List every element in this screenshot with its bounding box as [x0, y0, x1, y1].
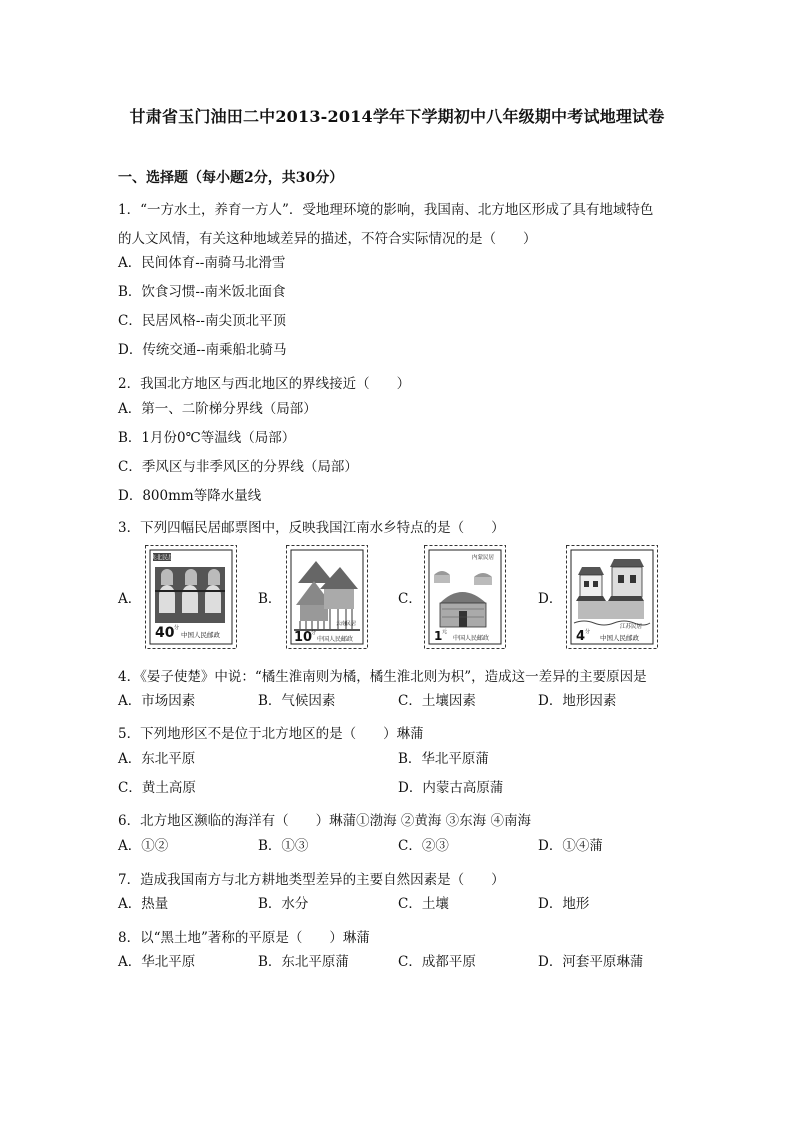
q1-option-d[interactable]: D．传统交通--南乘船北骑马 [118, 342, 287, 358]
q6-stem: 6．北方地区濒临的海洋有（ ）琳蒲①渤海 ②黄海 ③东海 ④南海 [118, 813, 531, 829]
q5-option-a[interactable]: A．东北平原 [118, 751, 196, 767]
q3-label-c[interactable]: C． [398, 591, 422, 607]
q2-option-d[interactable]: D．800mm等降水量线 [118, 488, 262, 504]
q4-option-a[interactable]: A．市场因素 [118, 693, 196, 709]
stamp-c-top-label: 内蒙民居 [472, 555, 495, 561]
stamp-d-country: 中国人民邮政 [600, 634, 639, 642]
q5-stem: 5．下列地形区不是位于北方地区的是（ ）琳蒲 [118, 726, 424, 742]
q2-option-a[interactable]: A．第一、二阶梯分界线（局部） [118, 401, 317, 417]
stamp-a-top-label: 陕北民居 [149, 554, 175, 562]
stamp-c-unit: 元 [442, 629, 448, 635]
q4-option-d[interactable]: D．地形因素 [538, 693, 617, 709]
q6-option-c[interactable]: C．②③ [398, 838, 449, 854]
stamp-c-value: 1 [434, 629, 443, 643]
q2-option-c[interactable]: C．季风区与非季风区的分界线（局部） [118, 459, 358, 475]
q6-option-b[interactable]: B．①③ [258, 838, 309, 854]
q1-option-c[interactable]: C．民居风格--南尖顶北平顶 [118, 313, 286, 329]
q2-stem: 2．我国北方地区与西北地区的界线接近（ ） [118, 376, 411, 392]
q7-option-b[interactable]: B．水分 [258, 896, 309, 912]
q1-stem-line1: 1．“一方水土，养育一方人”．受地理环境的影响，我国南、北方地区形成了具有地域特色 [118, 202, 654, 218]
stamp-c-country: 中国人民邮政 [453, 635, 490, 642]
q8-option-c[interactable]: C．成都平原 [398, 954, 476, 970]
stamp-b-value: 10 [294, 630, 313, 645]
q3-label-a[interactable]: A． [118, 591, 142, 607]
q1-option-b[interactable]: B．饮食习惯--南米饭北面食 [118, 284, 286, 300]
q1-stem-line2: 的人文风情，有关这种地域差异的描述，不符合实际情况的是（ ） [118, 231, 537, 247]
stamp-a-value: 40 [155, 625, 175, 641]
stamp-a-unit: 分 [174, 625, 180, 631]
q8-option-d[interactable]: D．河套平原琳蒲 [538, 954, 644, 970]
q1-option-a[interactable]: A．民间体育--南骑马北滑雪 [118, 255, 286, 271]
q4-option-b[interactable]: B．气候因素 [258, 693, 336, 709]
q7-option-a[interactable]: A．热量 [118, 896, 169, 912]
stamp-b-unit: 分 [311, 630, 317, 636]
stamp-d-jiangsu-image[interactable] [566, 545, 658, 649]
page-title: 甘肃省玉门油田二中2013-2014学年下学期初中八年级期中考试地理试卷 [129, 107, 665, 126]
stamp-b-country: 中国人民邮政 [317, 636, 354, 643]
stamp-c-neimeng-image[interactable] [424, 545, 506, 649]
q5-option-d[interactable]: D．内蒙古高原蒲 [398, 780, 504, 796]
q6-option-d[interactable]: D．①④蒲 [538, 838, 603, 854]
q3-label-b[interactable]: B． [258, 591, 282, 607]
stamp-a-shaanbei-image[interactable] [145, 545, 237, 649]
q7-stem: 7．造成我国南方与北方耕地类型差异的主要自然因素是（ ） [118, 872, 505, 888]
q5-option-c[interactable]: C．黄土高原 [118, 780, 196, 796]
q7-option-c[interactable]: C．土壤 [398, 896, 449, 912]
section-heading: 一、选择题（每小题2分，共30分） [118, 170, 344, 186]
stamp-b-top-label: 云南民居 [336, 621, 357, 627]
stamp-d-top-label: 江苏民居 [620, 624, 643, 630]
q2-option-b[interactable]: B．1月份0℃等温线（局部） [118, 430, 296, 446]
q3-stem: 3．下列四幅民居邮票图中，反映我国江南水乡特点的是（ ） [118, 520, 505, 536]
q8-option-a[interactable]: A．华北平原 [118, 954, 196, 970]
q7-option-d[interactable]: D．地形 [538, 896, 590, 912]
q8-option-b[interactable]: B．东北平原蒲 [258, 954, 349, 970]
q4-option-c[interactable]: C．土壤因素 [398, 693, 476, 709]
q6-option-a[interactable]: A．①② [118, 838, 169, 854]
q8-stem: 8．以“黑土地”著称的平原是（ ）琳蒲 [118, 930, 370, 946]
stamp-d-unit: 分 [585, 629, 591, 635]
stamp-d-value: 4 [576, 629, 586, 644]
q5-option-b[interactable]: B．华北平原蒲 [398, 751, 489, 767]
q4-stem: 4．《晏子使楚》中说：“橘生淮南则为橘，橘生淮北则为枳”，造成这一差异的主要原因是 [118, 669, 647, 685]
stamp-a-country: 中国人民邮政 [181, 631, 220, 639]
q3-label-d[interactable]: D． [538, 591, 563, 607]
stamp-b-yunnan-image[interactable] [286, 545, 368, 649]
